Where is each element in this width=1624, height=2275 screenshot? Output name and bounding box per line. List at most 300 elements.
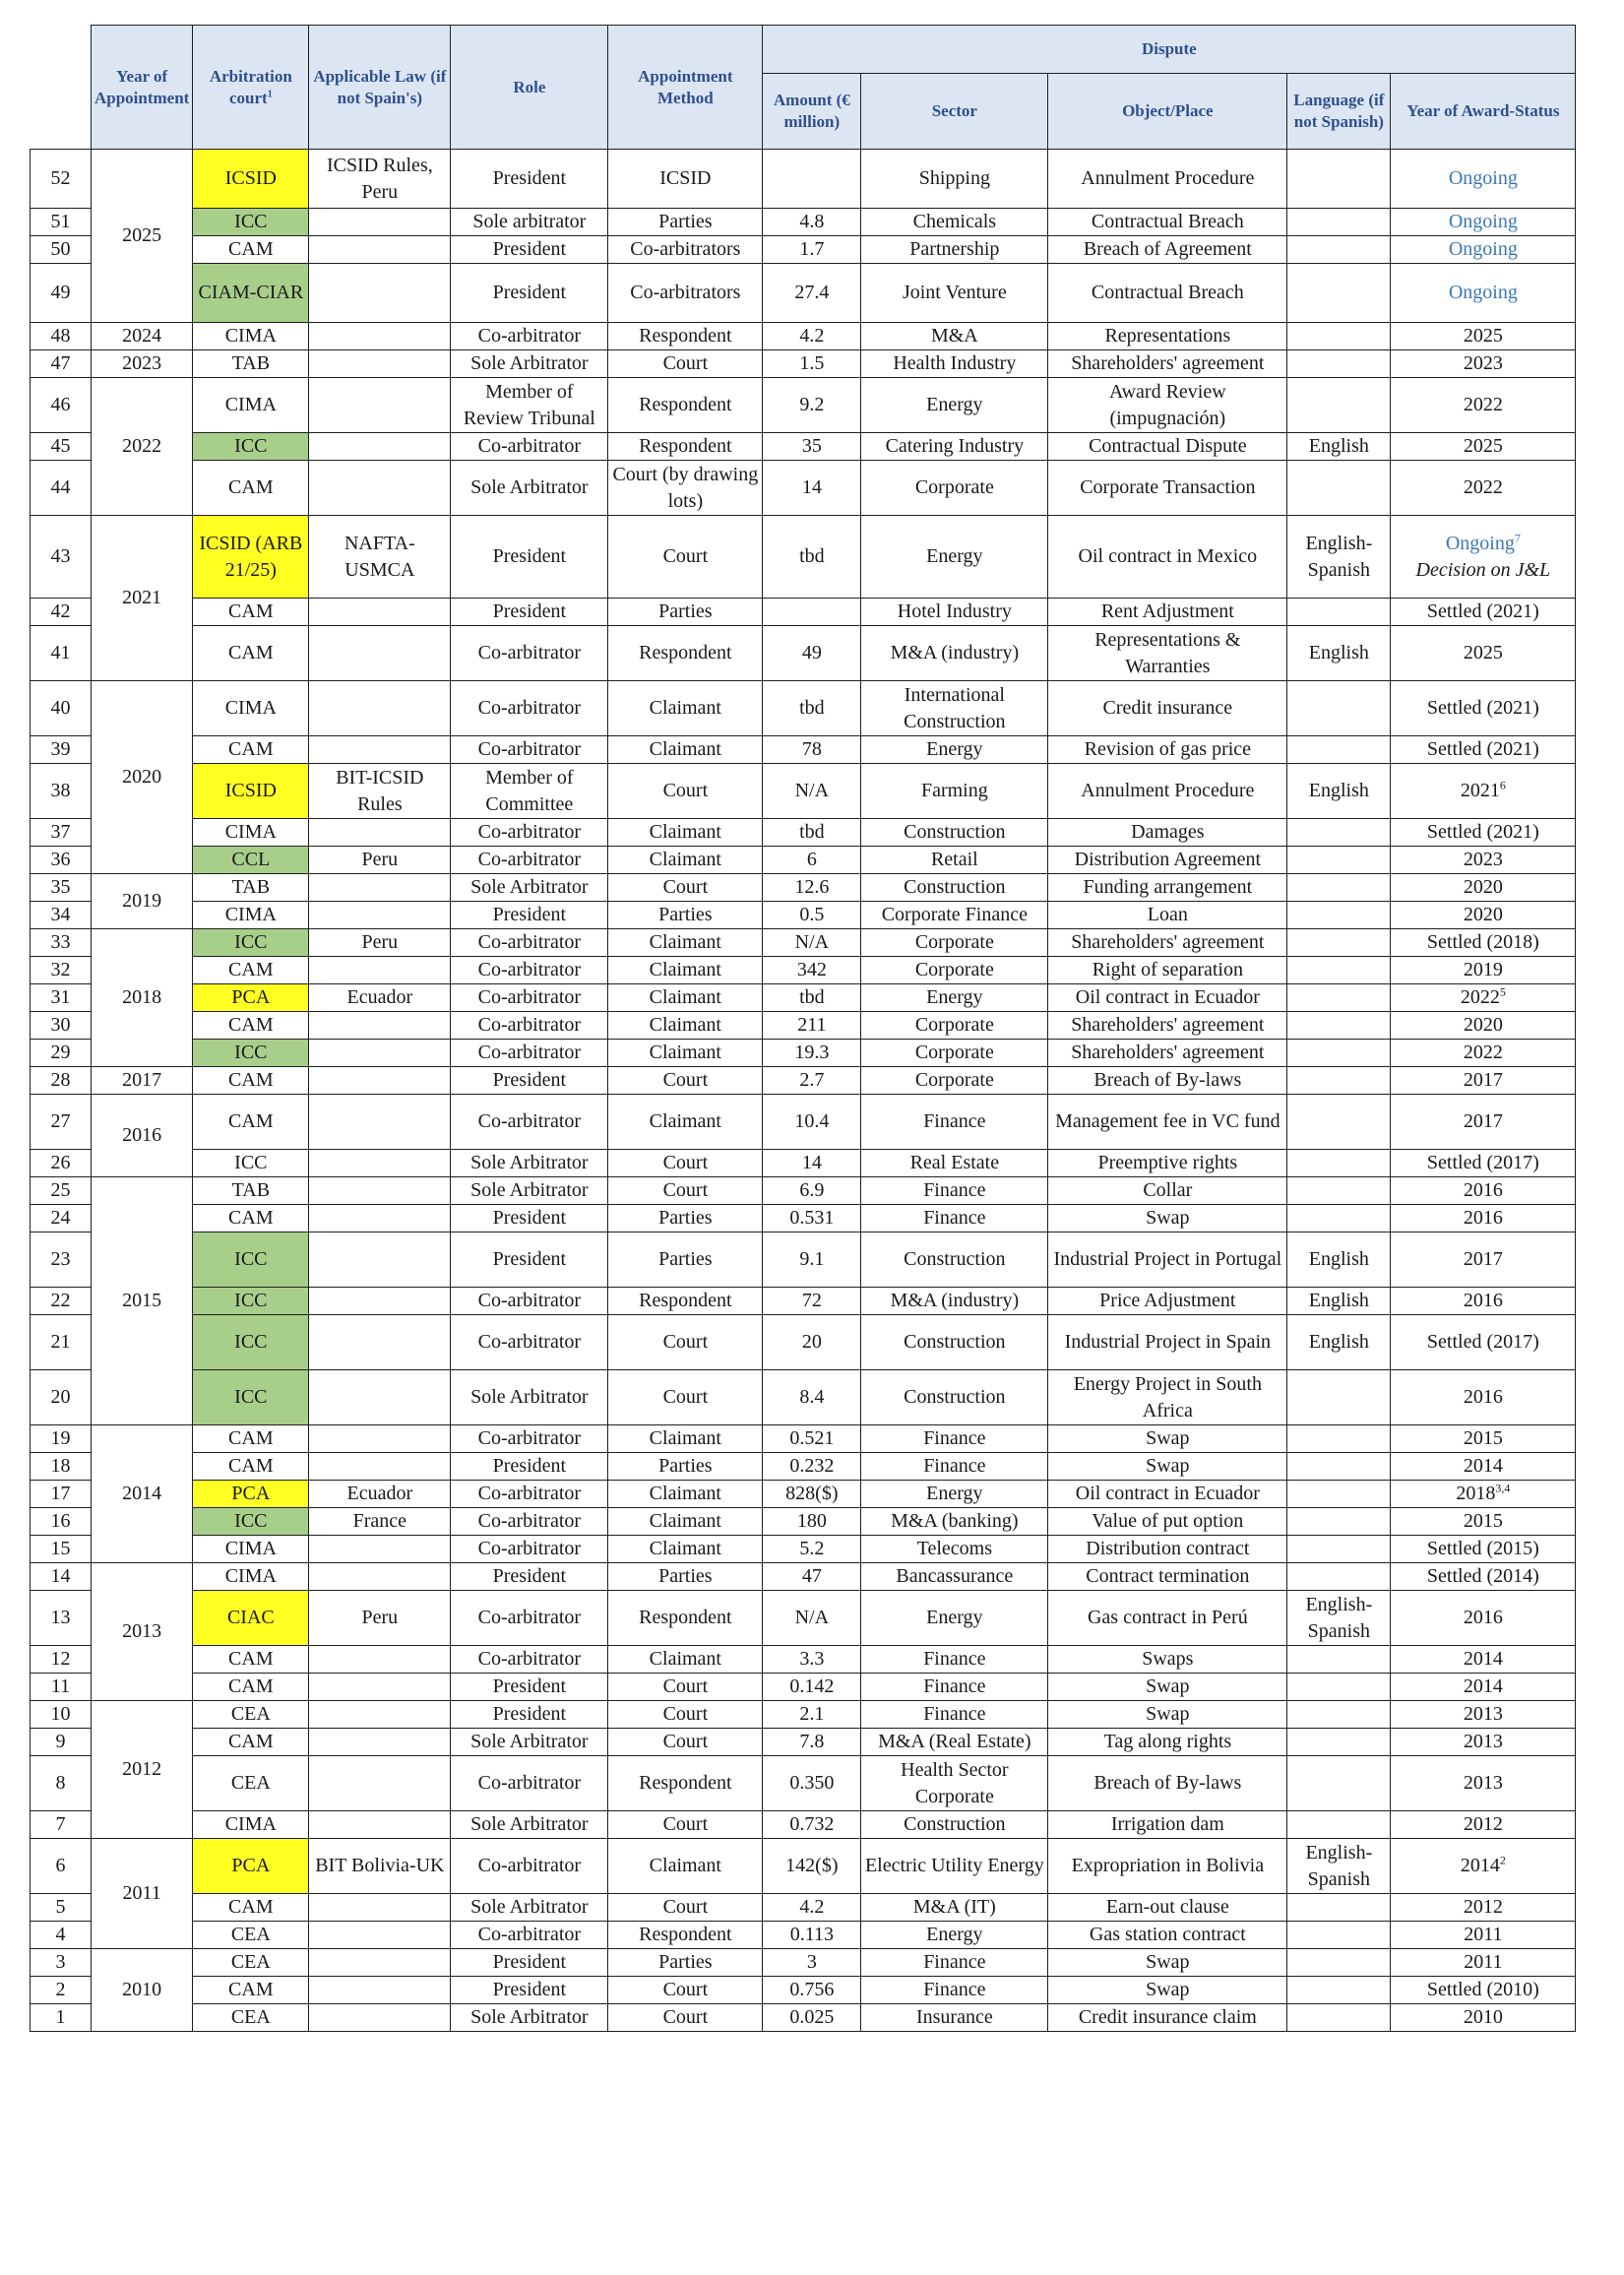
year-cell-text: 2012 bbox=[122, 1758, 162, 1780]
language-cell bbox=[1287, 1674, 1391, 1701]
language-cell bbox=[1287, 957, 1391, 984]
method-cell-text: Parties bbox=[658, 1455, 713, 1477]
sector-cell-text: Health Sector Corporate bbox=[901, 1758, 1009, 1807]
amount-cell bbox=[763, 1646, 861, 1674]
row-number-cell-text: 47 bbox=[50, 352, 71, 374]
sector-cell bbox=[861, 1481, 1048, 1508]
object-cell-text: Funding arrangement bbox=[1083, 876, 1253, 898]
method-cell bbox=[608, 264, 763, 323]
role-cell bbox=[451, 1591, 608, 1646]
court-cell-text: CAM bbox=[228, 600, 274, 622]
amount-cell-text: 0.732 bbox=[789, 1813, 835, 1835]
year-cell bbox=[92, 378, 193, 516]
row-number-cell bbox=[31, 350, 92, 378]
status-cell-text: 2016 bbox=[1463, 1179, 1503, 1201]
sector-cell-text: Farming bbox=[920, 780, 988, 801]
language-cell bbox=[1287, 516, 1391, 599]
table-row bbox=[31, 1646, 1576, 1674]
sector-cell-text: Bancassurance bbox=[896, 1565, 1014, 1587]
language-cell bbox=[1287, 1067, 1391, 1095]
law-cell bbox=[309, 1811, 451, 1839]
amount-cell-text: 9.2 bbox=[799, 394, 825, 415]
table-row bbox=[31, 957, 1576, 984]
header-appointment-method: Appointment Method bbox=[608, 26, 763, 150]
method-cell-text: Parties bbox=[658, 904, 713, 925]
status-cell-text: Settled (2021) bbox=[1426, 697, 1539, 719]
court-cell bbox=[193, 264, 309, 323]
court-cell-text: ICC bbox=[234, 1152, 268, 1173]
amount-cell bbox=[763, 902, 861, 929]
amount-cell-text: 0.232 bbox=[789, 1455, 835, 1477]
court-cell bbox=[193, 1591, 309, 1646]
language-cell bbox=[1287, 764, 1391, 819]
law-cell bbox=[309, 599, 451, 626]
amount-cell-text: 0.531 bbox=[789, 1207, 835, 1229]
sector-cell bbox=[861, 1012, 1048, 1040]
method-cell-text: Parties bbox=[658, 600, 713, 622]
role-cell bbox=[451, 1839, 608, 1894]
method-cell bbox=[608, 599, 763, 626]
object-cell-text: Revision of gas price bbox=[1084, 738, 1252, 760]
method-cell-text: Parties bbox=[658, 1565, 713, 1587]
language-cell bbox=[1287, 236, 1391, 264]
sector-cell bbox=[861, 929, 1048, 957]
method-cell bbox=[608, 847, 763, 874]
role-cell-text: Co-arbitrator bbox=[477, 1538, 582, 1559]
amount-cell-text: 72 bbox=[801, 1290, 822, 1311]
method-cell-text: Respondent bbox=[639, 435, 732, 457]
header-amount: Amount (€ million) bbox=[763, 74, 861, 150]
law-cell bbox=[309, 1067, 451, 1095]
object-cell-text: Shareholders' agreement bbox=[1071, 1014, 1265, 1036]
object-cell-text: Gas station contract bbox=[1089, 1924, 1246, 1945]
method-cell-text: Claimant bbox=[649, 1855, 721, 1876]
method-cell-text: Claimant bbox=[649, 959, 721, 980]
method-cell-text: Respondent bbox=[639, 642, 732, 664]
row-number-cell bbox=[31, 1729, 92, 1756]
status-cell bbox=[1391, 1177, 1576, 1205]
method-cell-text: Claimant bbox=[649, 697, 721, 719]
table-row bbox=[31, 1067, 1576, 1095]
object-cell bbox=[1048, 736, 1287, 764]
role-cell-text: Member of Review Tribunal bbox=[463, 380, 595, 429]
court-cell-text: ICC bbox=[234, 1386, 268, 1408]
role-cell bbox=[451, 1949, 608, 1977]
law-cell bbox=[309, 874, 451, 902]
amount-cell-text: 49 bbox=[801, 642, 822, 664]
object-cell-text: Swap bbox=[1146, 1455, 1190, 1477]
amount-cell bbox=[763, 1177, 861, 1205]
law-cell bbox=[309, 1563, 451, 1591]
role-cell-text: Co-arbitrator bbox=[477, 1855, 582, 1876]
law-cell-text: BIT Bolivia-UK bbox=[315, 1855, 445, 1876]
row-number-cell-text: 28 bbox=[50, 1069, 71, 1091]
row-number-cell-text: 51 bbox=[50, 211, 71, 232]
row-number-cell bbox=[31, 1370, 92, 1425]
court-cell-text: CIMA bbox=[224, 1565, 277, 1587]
table-row bbox=[31, 433, 1576, 461]
role-cell bbox=[451, 1701, 608, 1729]
object-cell-text: Earn-out clause bbox=[1105, 1896, 1229, 1918]
law-cell bbox=[309, 236, 451, 264]
method-cell bbox=[608, 1674, 763, 1701]
object-cell-text: Contractual Dispute bbox=[1089, 435, 1247, 457]
method-cell bbox=[608, 1012, 763, 1040]
language-cell bbox=[1287, 1563, 1391, 1591]
sector-cell-text: Finance bbox=[923, 1675, 986, 1697]
object-cell bbox=[1048, 378, 1287, 433]
object-cell bbox=[1048, 350, 1287, 378]
row-number-cell-text: 36 bbox=[50, 849, 71, 870]
status-note: Decision on J&L bbox=[1415, 558, 1551, 581]
status-cell-text: Ongoing bbox=[1445, 532, 1515, 554]
court-cell-text: ICC bbox=[234, 931, 268, 953]
sector-cell bbox=[861, 1177, 1048, 1205]
sector-cell-text: M&A (IT) bbox=[912, 1896, 996, 1918]
amount-cell-text: 0.521 bbox=[789, 1427, 835, 1449]
court-cell-text: CIMA bbox=[224, 821, 277, 843]
amount-cell-text: 6.9 bbox=[799, 1179, 825, 1201]
object-cell-text: Gas contract in Perú bbox=[1087, 1607, 1248, 1628]
court-cell-text: CIMA bbox=[224, 1538, 277, 1559]
row-number-cell-text: 14 bbox=[50, 1565, 71, 1587]
object-cell bbox=[1048, 1756, 1287, 1811]
amount-cell bbox=[763, 929, 861, 957]
amount-cell-text: 9.1 bbox=[799, 1248, 825, 1270]
court-cell bbox=[193, 1756, 309, 1811]
law-cell bbox=[309, 1949, 451, 1977]
object-cell bbox=[1048, 1095, 1287, 1150]
sector-cell bbox=[861, 1646, 1048, 1674]
sector-cell-text: M&A (Real Estate) bbox=[878, 1731, 1031, 1752]
object-cell bbox=[1048, 764, 1287, 819]
role-cell bbox=[451, 461, 608, 516]
status-cell bbox=[1391, 764, 1576, 819]
method-cell bbox=[608, 929, 763, 957]
object-cell bbox=[1048, 1012, 1287, 1040]
status-cell-text: 2025 bbox=[1463, 325, 1503, 347]
sector-cell-text: Health Industry bbox=[893, 352, 1017, 374]
law-cell bbox=[309, 150, 451, 209]
status-cell-text: 2019 bbox=[1463, 959, 1503, 980]
language-cell-text: English bbox=[1308, 1331, 1369, 1353]
object-cell bbox=[1048, 1674, 1287, 1701]
sector-cell bbox=[861, 874, 1048, 902]
method-cell bbox=[608, 1922, 763, 1949]
method-cell-text: Claimant bbox=[649, 1648, 721, 1670]
year-cell-text: 2015 bbox=[122, 1290, 162, 1311]
row-number-cell-text: 34 bbox=[50, 904, 71, 925]
object-cell bbox=[1048, 1481, 1287, 1508]
sector-cell bbox=[861, 264, 1048, 323]
sector-cell bbox=[861, 2004, 1048, 2032]
row-number-cell-text: 12 bbox=[50, 1648, 71, 1670]
table-row bbox=[31, 874, 1576, 902]
object-cell-text: Collar bbox=[1143, 1179, 1193, 1201]
method-cell-text: Claimant bbox=[649, 986, 721, 1008]
sector-cell bbox=[861, 764, 1048, 819]
object-cell bbox=[1048, 1811, 1287, 1839]
method-cell bbox=[608, 1839, 763, 1894]
status-cell bbox=[1391, 209, 1576, 236]
amount-cell bbox=[763, 599, 861, 626]
row-number-cell bbox=[31, 1977, 92, 2004]
method-cell bbox=[608, 957, 763, 984]
row-number-cell bbox=[31, 1674, 92, 1701]
role-cell bbox=[451, 1756, 608, 1811]
row-number-cell-text: 6 bbox=[55, 1855, 66, 1876]
method-cell bbox=[608, 681, 763, 736]
method-cell bbox=[608, 1425, 763, 1453]
role-cell bbox=[451, 819, 608, 847]
row-number-cell bbox=[31, 236, 92, 264]
amount-cell-text: 12.6 bbox=[794, 876, 830, 898]
amount-cell-text: 0.025 bbox=[789, 2006, 835, 2028]
status-cell bbox=[1391, 350, 1576, 378]
object-cell-text: Price Adjustment bbox=[1099, 1290, 1236, 1311]
table-row bbox=[31, 516, 1576, 599]
table-row bbox=[31, 902, 1576, 929]
role-cell bbox=[451, 350, 608, 378]
year-cell-text: 2023 bbox=[122, 352, 162, 374]
sector-cell-text: Finance bbox=[923, 1110, 986, 1132]
sector-cell bbox=[861, 1232, 1048, 1288]
status-cell bbox=[1391, 847, 1576, 874]
sector-cell-text: Corporate Finance bbox=[881, 904, 1028, 925]
row-number-cell-text: 52 bbox=[50, 167, 71, 189]
law-cell bbox=[309, 1370, 451, 1425]
role-cell bbox=[451, 1288, 608, 1315]
object-cell-text: Oil contract in Mexico bbox=[1078, 545, 1258, 567]
court-cell bbox=[193, 1288, 309, 1315]
object-cell-text: Right of separation bbox=[1092, 959, 1243, 980]
status-cell bbox=[1391, 378, 1576, 433]
object-cell bbox=[1048, 1288, 1287, 1315]
method-cell-text: Claimant bbox=[649, 1042, 721, 1063]
status-cell bbox=[1391, 929, 1576, 957]
object-cell-text: Contractual Breach bbox=[1091, 211, 1244, 232]
role-cell-text: Co-arbitrator bbox=[477, 1014, 582, 1036]
sector-cell bbox=[861, 1067, 1048, 1095]
amount-cell bbox=[763, 1453, 861, 1481]
amount-cell bbox=[763, 323, 861, 350]
sector-cell bbox=[861, 1977, 1048, 2004]
language-cell-text: English bbox=[1308, 642, 1369, 664]
method-cell bbox=[608, 1977, 763, 2004]
amount-cell bbox=[763, 1288, 861, 1315]
sector-cell bbox=[861, 1811, 1048, 1839]
status-cell bbox=[1391, 1232, 1576, 1288]
law-cell bbox=[309, 433, 451, 461]
object-cell-text: Industrial Project in Spain bbox=[1064, 1331, 1272, 1353]
status-cell bbox=[1391, 1646, 1576, 1674]
status-cell bbox=[1391, 236, 1576, 264]
court-cell bbox=[193, 874, 309, 902]
language-cell-text: English-Spanish bbox=[1305, 1593, 1373, 1642]
amount-cell bbox=[763, 1756, 861, 1811]
court-cell-text: CAM bbox=[228, 1110, 274, 1132]
amount-cell-text: 14 bbox=[801, 1152, 822, 1173]
object-cell-text: Distribution Agreement bbox=[1074, 849, 1262, 870]
method-cell bbox=[608, 1536, 763, 1563]
language-cell bbox=[1287, 150, 1391, 209]
method-cell bbox=[608, 1894, 763, 1922]
method-cell bbox=[608, 2004, 763, 2032]
language-cell bbox=[1287, 461, 1391, 516]
object-cell bbox=[1048, 681, 1287, 736]
method-cell-text: Claimant bbox=[649, 1538, 721, 1559]
amount-cell-text: 35 bbox=[801, 435, 822, 457]
amount-cell bbox=[763, 1729, 861, 1756]
sector-cell bbox=[861, 1288, 1048, 1315]
court-cell bbox=[193, 847, 309, 874]
method-cell-text: Court bbox=[662, 1979, 709, 2000]
table-row bbox=[31, 1756, 1576, 1811]
sector-cell-text: Telecoms bbox=[916, 1538, 993, 1559]
method-cell-text: Claimant bbox=[649, 1510, 721, 1532]
court-cell bbox=[193, 1205, 309, 1232]
table-row bbox=[31, 736, 1576, 764]
row-number-cell bbox=[31, 209, 92, 236]
amount-cell-text: 8.4 bbox=[799, 1386, 825, 1408]
court-cell-text: CCL bbox=[231, 849, 271, 870]
method-cell-text: Claimant bbox=[649, 849, 721, 870]
sector-cell bbox=[861, 1205, 1048, 1232]
object-cell-text: Credit insurance bbox=[1102, 697, 1233, 719]
sector-cell-text: Construction bbox=[904, 821, 1006, 843]
amount-cell bbox=[763, 1067, 861, 1095]
role-cell bbox=[451, 874, 608, 902]
method-cell-text: Parties bbox=[658, 1248, 713, 1270]
status-cell bbox=[1391, 1811, 1576, 1839]
role-cell bbox=[451, 1894, 608, 1922]
amount-cell bbox=[763, 2004, 861, 2032]
role-cell bbox=[451, 323, 608, 350]
method-cell bbox=[608, 1288, 763, 1315]
method-cell bbox=[608, 902, 763, 929]
role-cell-text: Co-arbitrator bbox=[477, 1607, 582, 1628]
role-cell bbox=[451, 984, 608, 1012]
row-number-cell-text: 1 bbox=[55, 2006, 66, 2028]
language-cell bbox=[1287, 1205, 1391, 1232]
amount-cell-text: tbd bbox=[799, 545, 825, 567]
court-cell bbox=[193, 1646, 309, 1674]
role-cell-text: Sole Arbitrator bbox=[470, 1386, 589, 1408]
row-number-cell-text: 46 bbox=[50, 394, 71, 415]
role-cell-text: President bbox=[492, 1069, 567, 1091]
year-cell bbox=[92, 350, 193, 378]
court-cell bbox=[193, 1067, 309, 1095]
row-number-cell-text: 27 bbox=[50, 1110, 71, 1132]
object-cell bbox=[1048, 1150, 1287, 1177]
table-row bbox=[31, 1922, 1576, 1949]
status-cell-text: 2010 bbox=[1463, 2006, 1503, 2028]
court-cell bbox=[193, 1177, 309, 1205]
header-blank-corner bbox=[31, 26, 92, 150]
court-cell-text: ICSID (ARB 21/25) bbox=[199, 532, 303, 581]
role-cell bbox=[451, 929, 608, 957]
status-cell bbox=[1391, 1425, 1576, 1453]
table-row bbox=[31, 929, 1576, 957]
sector-cell-text: Corporate bbox=[914, 1069, 994, 1091]
row-number-cell bbox=[31, 874, 92, 902]
law-cell bbox=[309, 1729, 451, 1756]
status-cell-text: Settled (2021) bbox=[1426, 738, 1539, 760]
status-cell-text: 2013 bbox=[1463, 1703, 1503, 1725]
language-cell bbox=[1287, 1481, 1391, 1508]
law-cell bbox=[309, 929, 451, 957]
sector-cell bbox=[861, 599, 1048, 626]
status-cell-text: 2012 bbox=[1463, 1896, 1503, 1918]
court-cell bbox=[193, 461, 309, 516]
table-row bbox=[31, 1177, 1576, 1205]
role-cell-text: Co-arbitrator bbox=[477, 1510, 582, 1532]
year-cell bbox=[92, 1067, 193, 1095]
sector-cell-text: Finance bbox=[923, 1648, 986, 1670]
row-number-cell-text: 17 bbox=[50, 1483, 71, 1504]
row-number-cell-text: 15 bbox=[50, 1538, 71, 1559]
language-cell bbox=[1287, 902, 1391, 929]
object-cell bbox=[1048, 1701, 1287, 1729]
law-cell-text: France bbox=[352, 1510, 407, 1532]
object-cell bbox=[1048, 2004, 1287, 2032]
row-number-cell-text: 37 bbox=[50, 821, 71, 843]
method-cell-text: Claimant bbox=[649, 931, 721, 953]
sector-cell-text: Finance bbox=[923, 1207, 986, 1229]
role-cell-text: President bbox=[492, 1207, 567, 1229]
status-cell-text: Settled (2021) bbox=[1426, 821, 1539, 843]
year-cell bbox=[92, 323, 193, 350]
status-cell bbox=[1391, 599, 1576, 626]
sector-cell bbox=[861, 1839, 1048, 1894]
role-cell bbox=[451, 378, 608, 433]
court-cell-text: CAM bbox=[228, 238, 274, 260]
header-court-label: Arbitration court bbox=[209, 66, 292, 107]
header-language: Language (if not Spanish) bbox=[1287, 74, 1391, 150]
status-cell-text: 2014 bbox=[1463, 1675, 1503, 1697]
law-cell bbox=[309, 1536, 451, 1563]
row-number-cell-text: 3 bbox=[55, 1951, 66, 1973]
law-cell bbox=[309, 516, 451, 599]
table-row bbox=[31, 1811, 1576, 1839]
court-cell bbox=[193, 1481, 309, 1508]
sector-cell bbox=[861, 1563, 1048, 1591]
law-cell bbox=[309, 1232, 451, 1288]
object-cell bbox=[1048, 150, 1287, 209]
status-cell bbox=[1391, 984, 1576, 1012]
court-cell bbox=[193, 1508, 309, 1536]
language-cell bbox=[1287, 433, 1391, 461]
object-cell-text: Irrigation dam bbox=[1110, 1813, 1224, 1835]
amount-cell-text: 142($) bbox=[785, 1855, 839, 1876]
role-cell-text: Co-arbitrator bbox=[477, 986, 582, 1008]
method-cell bbox=[608, 874, 763, 902]
amount-cell-text: tbd bbox=[799, 697, 825, 719]
court-cell-text: CAM bbox=[228, 1455, 274, 1477]
sector-cell bbox=[861, 902, 1048, 929]
object-cell-text: Swap bbox=[1146, 1207, 1190, 1229]
sector-cell-text: Energy bbox=[926, 738, 983, 760]
row-number-cell-text: 29 bbox=[50, 1042, 71, 1063]
table-row bbox=[31, 1481, 1576, 1508]
law-cell bbox=[309, 681, 451, 736]
object-cell-text: Annulment Procedure bbox=[1081, 780, 1255, 801]
role-cell bbox=[451, 150, 608, 209]
status-cell-text: 2021 bbox=[1460, 780, 1500, 801]
role-cell bbox=[451, 1674, 608, 1701]
amount-cell bbox=[763, 1563, 861, 1591]
row-number-cell-text: 2 bbox=[55, 1979, 66, 2000]
